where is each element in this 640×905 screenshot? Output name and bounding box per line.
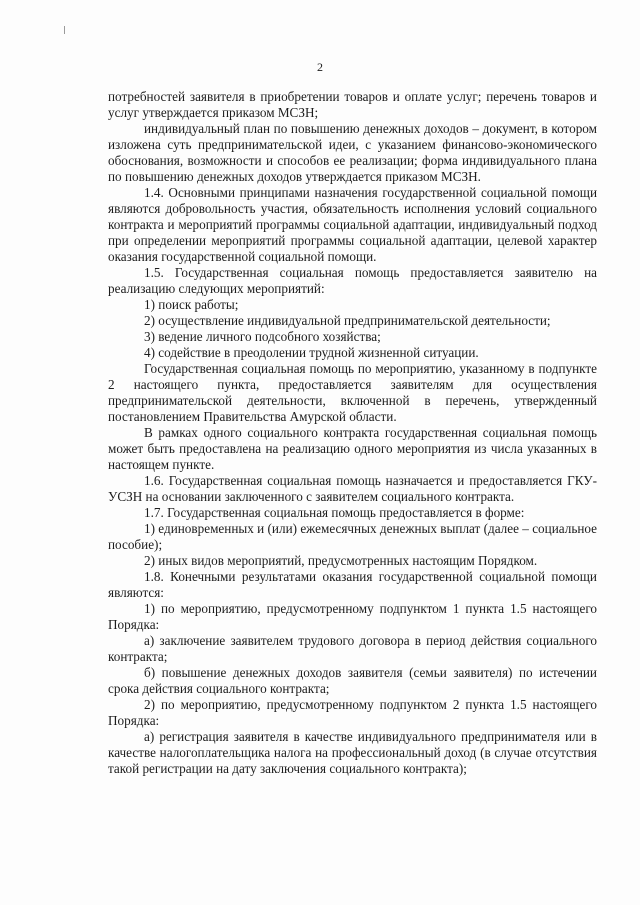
paragraph: а) регистрация заявителя в качестве индивидуального предпринимателя или в качестве налогоплательщика налога на профессиональный доход (в случае отсутствия такой регистрации на дату заключения социального контракта); bbox=[108, 729, 597, 776]
paragraph: Государственная социальная помощь по мероприятию, указанному в подпункте 2 настоящего пункта, предоставляется заявителям для осуществления предпринимательской деятельности, включенной в перечень, утвержденный постановлением Правительства Амурской области. bbox=[108, 361, 597, 424]
paragraph: а) заключение заявителем трудового договора в период действия социального контракта; bbox=[108, 633, 597, 664]
scan-mark bbox=[64, 26, 65, 34]
paragraph: индивидуальный план по повышению денежных доходов – документ, в котором изложена суть предпринимательской идеи, с указанием финансово-экономического обоснования, возможности и способов ее реализации; форма индивидуального плана по повышению денежных доходов утверждается приказом МСЗН. bbox=[108, 121, 597, 184]
paragraph: 2) иных видов мероприятий, предусмотренных настоящим Порядком. bbox=[144, 553, 538, 568]
paragraph: 1) поиск работы; bbox=[144, 297, 239, 312]
paragraph: 4) содействие в преодолении трудной жизненной ситуации. bbox=[144, 345, 479, 360]
paragraph: 1.6. Государственная социальная помощь назначается и предоставляется ГКУ-УСЗН на основании заключенного с заявителем социального контракта. bbox=[108, 473, 597, 504]
paragraph: 3) ведение личного подсобного хозяйства; bbox=[144, 329, 381, 344]
paragraph: 1) по мероприятию, предусмотренному подпунктом 1 пункта 1.5 настоящего Порядка: bbox=[108, 601, 597, 632]
document-body bbox=[108, 89, 597, 777]
paragraph: 1.4. Основными принципами назначения государственной социальной помощи являются добровольность участия, обязательность исполнения условий социального контракта и мероприятий программы социальной адаптации, индивидуальный подход при определении мероприятий программы социальной адаптации, целевой характер оказания государственной социальной помощи. bbox=[108, 185, 597, 264]
paragraph: 1) единовременных и (или) ежемесячных денежных выплат (далее – социальное пособие); bbox=[108, 521, 597, 552]
paragraph: 2) по мероприятию, предусмотренному подпунктом 2 пункта 1.5 настоящего Порядка: bbox=[108, 697, 597, 728]
paragraph: 1.7. Государственная социальная помощь предоставляется в форме: bbox=[144, 505, 525, 520]
page-number: 2 bbox=[317, 60, 323, 74]
paragraph: потребностей заявителя в приобретении товаров и оплате услуг; перечень товаров и услуг утверждается приказом МСЗН; bbox=[108, 89, 597, 120]
paragraph: 2) осуществление индивидуальной предпринимательской деятельности; bbox=[144, 313, 551, 328]
paragraph: б) повышение денежных доходов заявителя (семьи заявителя) по истечении срока действия социального контракта; bbox=[108, 665, 597, 696]
paragraph: 1.5. Государственная социальная помощь предоставляется заявителю на реализацию следующих мероприятий: bbox=[108, 265, 597, 296]
paragraph: 1.8. Конечными результатами оказания государственной социальной помощи являются: bbox=[108, 569, 597, 600]
paragraph: В рамках одного социального контракта государственная социальная помощь может быть предоставлена на реализацию одного мероприятия из числа указанных в настоящем пункте. bbox=[108, 425, 597, 472]
